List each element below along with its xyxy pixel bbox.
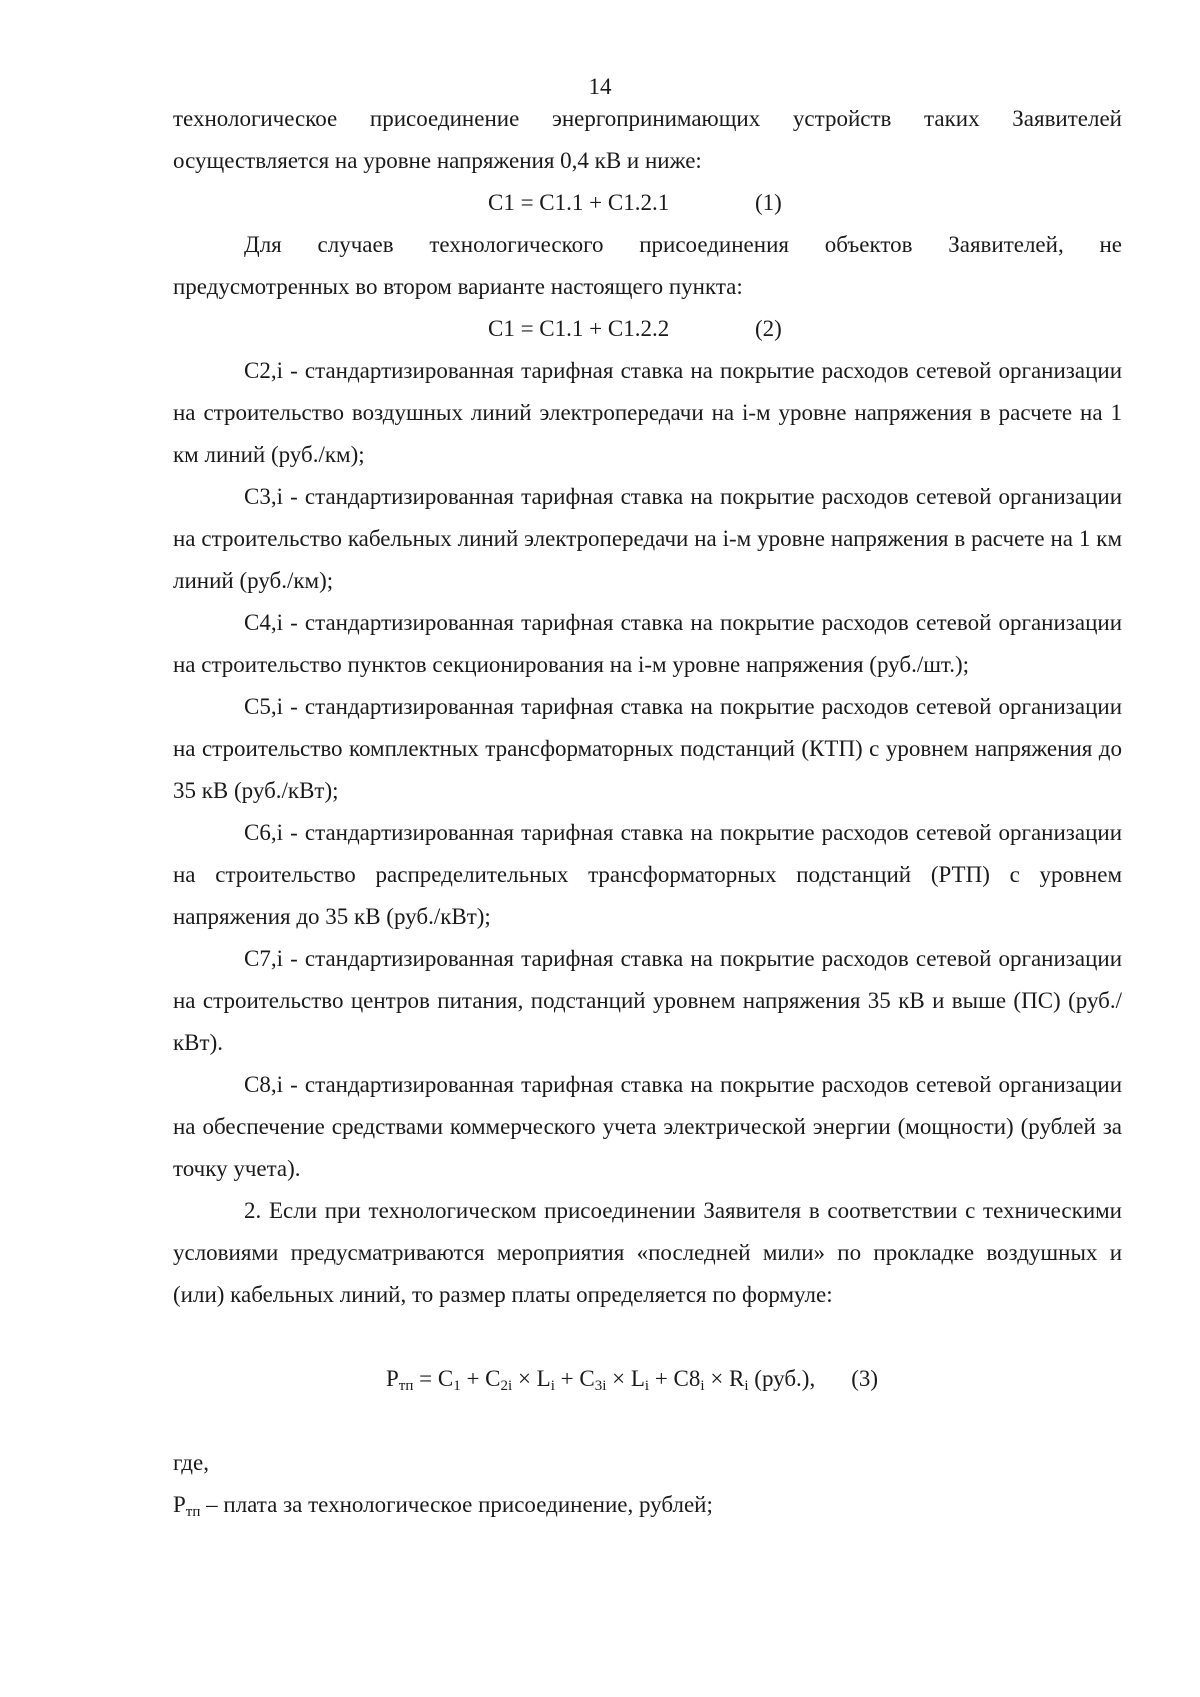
definition-c5: C5,i - стандартизированная тарифная ставка на покрытие расходов сетевой организации на строительство комплектных трансформаторных подстанций (КТП) с уровнем напряжения до 35 кВ (руб./кВт); [173,694,1122,803]
definition-c7: C7,i - стандартизированная тарифная ставка на покрытие расходов сетевой организации на строительство центров питания, подстанций уровнем напряжения 35 кВ и выше (ПС) (руб./кВт). [173,946,1122,1055]
page-number: 14 [588,74,612,99]
formula-1 [173,182,1122,224]
paragraph-intro: технологическое присоединение энергопринимающих устройств таких Заявителей осуществляется на уровне напряжения 0,4 кВ и ниже: [173,106,1122,173]
formula-2 [173,308,1122,350]
formula-1-expression: C1 = C1.1 + C1.2.1 [488,190,670,215]
paragraph-where: где, [173,1450,209,1475]
paragraph-item-2: 2. Если при технологическом присоединении Заявителя в соответствии с техническими условиями предусматриваются мероприятия «последней мили» по прокладке воздушных и (или) кабельных линий, то размер платы определяется по формуле: [173,1198,1122,1307]
formula-1-number: (1) [755,190,782,215]
definition-c8: C8,i - стандартизированная тарифная ставка на покрытие расходов сетевой организации на обеспечение средствами коммерческого учета электрической энергии (мощности) (рублей за точку учета). [173,1072,1122,1181]
definition-c6: C6,i - стандартизированная тарифная ставка на покрытие расходов сетевой организации на строительство распределительных трансформаторных подстанций (РТП) с уровнем напряжения до 35 кВ (руб./кВт); [173,820,1122,929]
definition-ptp: $P_{тп}$ – плата за технологическое присоединение, рублей; [173,1492,713,1520]
document-body [173,98,1122,1526]
definition-c3: C3,i - стандартизированная тарифная ставка на покрытие расходов сетевой организации на строительство кабельных линий электропередачи на i-м уровне напряжения в расчете на 1 км линий (руб./км); [173,484,1122,593]
formula-3-number: (3) [851,1366,879,1391]
definition-c2: C2,i - стандартизированная тарифная ставка на покрытие расходов сетевой организации на строительство воздушных линий электропередачи на i-м уровне напряжения в расчете на 1 км линий (руб./км); [173,358,1122,467]
formula-3 [173,1316,1122,1442]
formula-2-expression: C1 = C1.1 + C1.2.2 [488,316,670,341]
formula-2-number: (2) [755,316,782,341]
formula-3-expression: $P_{тп} = C_1 + C_{2i} \times L_i + C_{3i} \times L_i + C8_i \times R_i$ (руб.), [386,1366,816,1394]
definition-c4: C4,i - стандартизированная тарифная ставка на покрытие расходов сетевой организации на строительство пунктов секционирования на i-м уровне напряжения (руб./шт.); [173,610,1122,677]
paragraph-other-cases: Для случаев технологического присоединения объектов Заявителей, не предусмотренных во втором варианте настоящего пункта: [173,232,1122,299]
